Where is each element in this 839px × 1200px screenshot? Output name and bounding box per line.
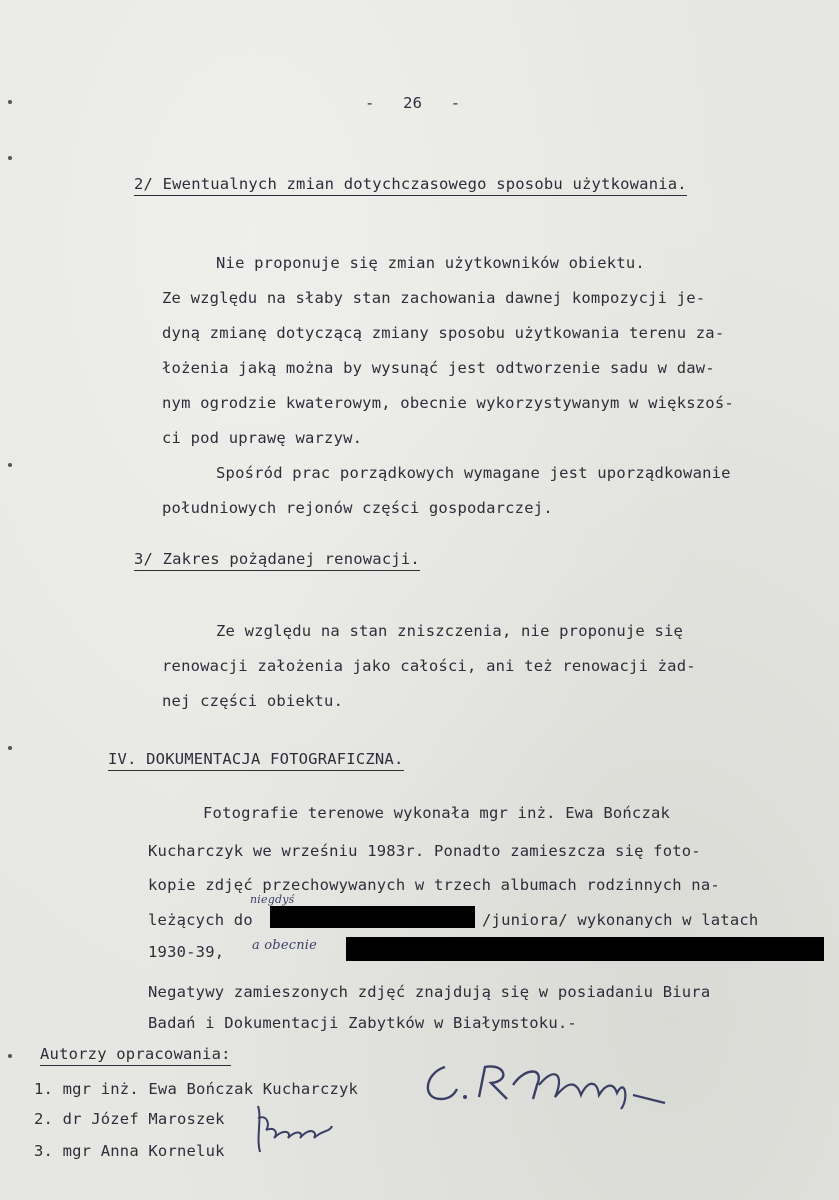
paragraph-line: leżących do — [148, 911, 253, 929]
handwritten-insert: a obecnie — [252, 938, 318, 953]
paragraph-line: kopie zdjęć przechowywanych w trzech albumach rodzinnych na- — [148, 876, 720, 894]
section-4-heading: IV. DOKUMENTACJA FOTOGRAFICZNA. — [108, 750, 404, 771]
paragraph-line: ci pod uprawę warzyw. — [162, 429, 363, 447]
section-2-heading: 2/ Ewentualnych zmian dotychczasowego sposobu użytkowania. — [134, 175, 687, 196]
authors-heading: Autorzy opracowania: — [40, 1045, 231, 1066]
author-item: 3. mgr Anna Korneluk — [34, 1142, 225, 1160]
page-number: - 26 - — [365, 94, 461, 112]
paragraph-line: Nie proponuje się zmian użytkowników obiektu. — [216, 254, 645, 272]
margin-dot — [8, 1054, 12, 1058]
redaction-bar — [270, 906, 475, 928]
margin-dot — [8, 156, 12, 160]
margin-dot — [8, 746, 12, 750]
paragraph-line: południowych rejonów części gospodarczej. — [162, 499, 553, 517]
paragraph-line: nej części obiektu. — [162, 692, 344, 710]
section-3-heading: 3/ Zakres pożądanej renowacji. — [134, 550, 420, 571]
paragraph-line: renowacji założenia jako całości, ani też renowacji żad- — [162, 657, 696, 675]
paragraph-line: nym ogrodzie kwaterowym, obecnie wykorzystywanym w większoś- — [162, 394, 734, 412]
redaction-bar — [346, 937, 824, 961]
margin-dot — [8, 463, 12, 467]
handwritten-insert: niegdyś — [250, 893, 295, 906]
margin-dot — [8, 100, 12, 104]
paragraph-line: Negatywy zamieszonych zdjęć znajdują się w posiadaniu Biura — [148, 983, 711, 1001]
author-item: 1. mgr inż. Ewa Bończak Kucharczyk — [34, 1080, 359, 1098]
paragraph-line: 1930-39, — [148, 943, 225, 961]
author-item: 2. dr Józef Maroszek — [34, 1110, 225, 1128]
paragraph-line: Fotografie terenowe wykonała mgr inż. Ewa Bończak — [203, 804, 671, 822]
paragraph-line: łożenia jaką można by wysunąć jest odtworzenie sadu w daw- — [162, 359, 715, 377]
paragraph-line: /juniora/ wykonanych w latach — [482, 911, 759, 929]
signature-bonczak — [415, 1055, 675, 1115]
paragraph-line: Badań i Dokumentacji Zabytków w Białymstoku.- — [148, 1014, 577, 1032]
paragraph-line: Spośród prac porządkowych wymagane jest uporządkowanie — [216, 464, 731, 482]
paragraph-line: Kucharczyk we wrześniu 1983r. Ponadto zamieszcza się foto- — [148, 842, 701, 860]
signature-maroszek — [248, 1098, 348, 1158]
paragraph-line: Ze względu na słaby stan zachowania dawnej kompozycji je- — [162, 289, 706, 307]
paragraph-line: dyną zmianę dotyczącą zmiany sposobu użytkowania terenu za- — [162, 324, 725, 342]
paragraph-line: Ze względu na stan zniszczenia, nie proponuje się — [216, 622, 684, 640]
